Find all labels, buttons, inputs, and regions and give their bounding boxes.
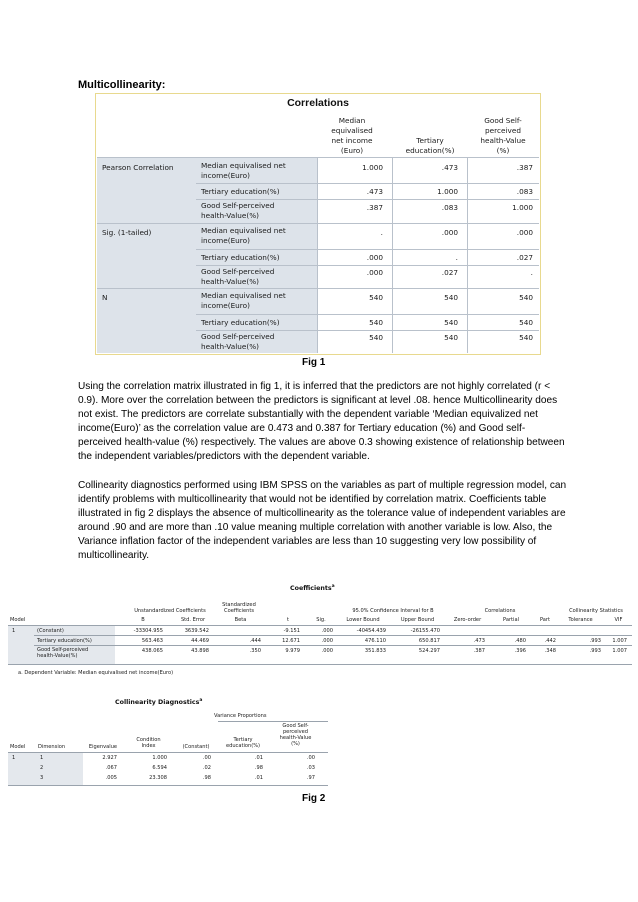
coll-cell: .00: [306, 755, 315, 761]
corr-cell: .027: [516, 253, 533, 262]
corr-row-label: [201, 161, 286, 181]
coef-col-upper: Upper Bound: [400, 617, 435, 623]
coef-cell: .442: [544, 638, 556, 644]
coef-row-label: [37, 647, 88, 659]
corr-line: [196, 314, 539, 315]
coll-cell: 23.308: [149, 775, 167, 781]
corr-col-header-income: [317, 116, 387, 156]
coef-cell: .348: [544, 648, 556, 654]
coef-line: [8, 664, 632, 665]
corr-cell: 540: [369, 293, 383, 302]
coef-cell: -40454.439: [356, 628, 386, 634]
corr-row-label-line: Good Self-perceived: [201, 201, 275, 210]
coefficients-table: [8, 598, 632, 670]
coef-col-part: Part: [539, 617, 551, 623]
coef-cell: 12.671: [282, 638, 300, 644]
coll-variance-header: Variance Proportions: [214, 713, 267, 719]
coef-cell: .387: [473, 648, 485, 654]
corr-cell: 540: [519, 318, 533, 327]
coef-group-line: Coefficients: [224, 608, 254, 614]
corr-line: [196, 249, 539, 250]
corr-row-label-line: health-Value(%): [201, 342, 259, 351]
coef-cell: .444: [249, 638, 261, 644]
coll-cell: .97: [306, 775, 315, 781]
correlations-title: Correlations: [287, 97, 349, 109]
corr-group-n: N: [102, 293, 108, 302]
coef-cell: -26155.470: [410, 628, 440, 634]
coll-cell: 1.000: [152, 755, 167, 761]
coef-group-standardized: [214, 602, 264, 614]
corr-row-label: [201, 226, 286, 246]
corr-cell: .473: [441, 163, 458, 172]
corr-row-label-line: health-Value(%): [201, 211, 259, 220]
corr-row-label-line: income(Euro): [201, 301, 250, 310]
coll-cell: .01: [254, 775, 263, 781]
corr-row-label: [201, 291, 286, 311]
coef-cell: 476.110: [364, 638, 386, 644]
coef-cell: .000: [321, 638, 333, 644]
corr-col-header-health: [468, 116, 538, 156]
coefficients-title-text: Coefficients: [290, 585, 332, 593]
coll-col-line: Tertiary: [233, 737, 253, 743]
coefficients-title: [290, 584, 335, 592]
coef-cell: 1.007: [612, 638, 627, 644]
corr-cell: .000: [366, 253, 383, 262]
coef-col-zero: Zero-order: [453, 617, 482, 623]
corr-col-line: education(%): [405, 146, 455, 155]
coef-cell: 9.979: [285, 648, 300, 654]
corr-cell: .387: [366, 203, 383, 212]
corr-cell: 1.000: [362, 163, 383, 172]
coll-dimension: 2: [40, 765, 44, 771]
paragraph-correlation: Using the correlation matrix illustrated in fig 1, it is inferred that the predictors are not highly correlated (r < 0.9). More over the correlation between the predictors is significant at level .08. hence Multicollinearity does not exist. The predictors are correlate substantially with the dependent variable ‘Median equivalized net income(Euro)’ as the correlation value are 0.473 and 0.387 for Tertiary education (%) and Good self-perceived health-value (%) respectively. The values are above 0.3 showing existence of relationship between the independent variables/predictors with the dependent variable.: [78, 381, 565, 463]
coef-row-label: (Constant): [37, 628, 64, 634]
coef-line: [34, 645, 632, 646]
corr-row-label-line: Median equivalised net: [201, 161, 286, 170]
coll-col-eigenvalue: Eigenvalue: [88, 744, 118, 750]
corr-row-label-line: income(Euro): [201, 171, 250, 180]
corr-line: [97, 223, 539, 224]
coll-col-line: perceived: [282, 729, 309, 735]
coef-cell: .350: [249, 648, 261, 654]
coll-col-line: Good Self-: [282, 723, 309, 729]
coef-row-label: Tertiary education(%): [37, 638, 92, 644]
collinearity-table: [8, 710, 338, 790]
corr-cell: .: [380, 228, 383, 237]
coef-cell: -9.151: [283, 628, 300, 634]
corr-cell: .387: [516, 163, 533, 172]
coef-cell: .000: [321, 628, 333, 634]
corr-line: [196, 199, 539, 200]
coll-col-dimension: Dimension: [38, 744, 66, 750]
coll-dimension: 1: [40, 755, 44, 761]
coefficients-superscript: a: [331, 584, 335, 589]
coll-line: [8, 752, 328, 753]
corr-col-line: Tertiary: [416, 136, 444, 145]
corr-cell: 1.000: [437, 187, 458, 196]
corr-col-line: (Euro): [340, 146, 364, 155]
coef-cell: 1.007: [612, 648, 627, 654]
coef-col-vif: VIF: [614, 617, 623, 623]
coll-col-line: education(%): [225, 743, 261, 749]
section-heading: Multicollinearity:: [78, 79, 166, 91]
coll-cell: 6.594: [152, 765, 167, 771]
coll-cell: .00: [202, 755, 211, 761]
coef-cell: .480: [514, 638, 526, 644]
coll-col-good: [273, 723, 318, 747]
fig2-caption: Fig 2: [302, 793, 326, 804]
coll-col-line: Condition: [136, 737, 161, 743]
coll-cell: .005: [105, 775, 117, 781]
corr-col-line: (%): [496, 146, 510, 155]
corr-cell: .027: [441, 268, 458, 277]
corr-row-label-line: income(Euro): [201, 236, 250, 245]
coef-col-b: B: [141, 617, 145, 623]
corr-row-label-line: Median equivalised net: [201, 226, 286, 235]
corr-row-label-line: Good Self-perceived: [201, 332, 275, 341]
corr-row-label-line: Median equivalised net: [201, 291, 286, 300]
corr-cell: 540: [444, 333, 458, 342]
corr-cell: 540: [519, 293, 533, 302]
coef-cell: 44.469: [191, 638, 209, 644]
corr-col-line: health-Value: [480, 136, 526, 145]
corr-row-label: [201, 201, 274, 221]
corr-row-label: [201, 267, 274, 287]
coef-col-beta: Beta: [234, 617, 247, 623]
coef-group-line: Standardized: [222, 602, 256, 608]
corr-col-header-tertiary: [395, 136, 465, 156]
coef-col-partial: Partial: [502, 617, 519, 623]
coll-col-line: health-Value: [279, 735, 312, 741]
coef-cell: 524.297: [418, 648, 440, 654]
coll-col-condition: [126, 737, 171, 749]
coef-line: [8, 625, 632, 626]
corr-cell: 540: [444, 293, 458, 302]
collinearity-title: [115, 698, 202, 706]
coef-cell: 563.463: [141, 638, 163, 644]
coll-cell: .98: [254, 765, 263, 771]
collinearity-superscript: a: [199, 698, 203, 703]
corr-group-sig: Sig. (1-tailed): [102, 228, 152, 237]
corr-cell: 540: [519, 333, 533, 342]
coll-col-line: Index: [141, 743, 156, 749]
corr-cell: 540: [444, 318, 458, 327]
coef-cell: -33304.955: [133, 628, 163, 634]
corr-row-label: Tertiary education(%): [201, 318, 280, 327]
coef-cell: .993: [589, 638, 601, 644]
corr-row-label: [201, 332, 274, 352]
coef-col-t: t: [287, 617, 289, 623]
correlations-table: [95, 93, 541, 355]
coef-col-lower: Lower Bound: [346, 617, 380, 623]
fig1-caption: Fig 1: [302, 357, 326, 368]
corr-line: [97, 288, 539, 289]
coef-cell: .993: [589, 648, 601, 654]
corr-col-line: net income: [331, 136, 373, 145]
coef-col-model: Model: [10, 617, 26, 623]
coll-cell: .03: [306, 765, 315, 771]
corr-col-line: Good Self-: [484, 116, 522, 125]
coll-cell: .98: [202, 775, 211, 781]
corr-line: [196, 265, 539, 266]
corr-cell: 540: [369, 333, 383, 342]
corr-col-line: perceived: [485, 126, 521, 135]
corr-row-label-line: Good Self-perceived: [201, 267, 275, 276]
coef-col-sig: Sig.: [316, 617, 326, 623]
corr-cell: .473: [366, 187, 383, 196]
coef-row-label-line: Good Self-perceived: [37, 647, 89, 653]
corr-cell: .083: [516, 187, 533, 196]
coef-col-stderr: Std. Error: [180, 617, 206, 623]
coll-model-number: 1: [12, 755, 16, 761]
coll-col-tertiary: [218, 737, 268, 749]
coll-col-line: (%): [291, 741, 300, 747]
coll-cell: 2.927: [102, 755, 117, 761]
coef-cell: 351.833: [364, 648, 386, 654]
coef-group-unstandardized: Unstandardized Coefficients: [134, 608, 206, 614]
coll-cell: .02: [202, 765, 211, 771]
corr-cell: .: [530, 268, 533, 277]
corr-cell: .: [455, 253, 458, 262]
coef-row-label-line: health-Value(%): [37, 653, 78, 659]
coef-cell: .000: [321, 648, 333, 654]
coef-group-correlations: Correlations: [484, 608, 516, 614]
corr-line: [97, 157, 539, 158]
coef-group-collinearity: Collinearity Statistics: [569, 608, 623, 614]
coef-col-tolerance: Tolerance: [568, 617, 593, 623]
coll-cell: .01: [254, 755, 263, 761]
coll-col-model: Model: [10, 744, 26, 750]
coef-cell: .396: [514, 648, 526, 654]
paragraph-collinearity: Collinearity diagnostics performed using IBM SPSS on the variables as part of multiple regression model, can identify problems with multicollinearity that would not be identified by correlation matrix. Coefficients table illustrated in fig 2 displays the absence of multicollinearity as the tolerance value of independent variables are around .90 and are more than .10 value meaning multiple correlation with another variable is low. Also, the Variance inflation factor of the independent variables are less than 10 suggesting very low possibility of multicollinearity.: [78, 480, 567, 562]
coll-line: [8, 785, 328, 786]
coef-group-ci: 95.0% Confidence Interval for B: [352, 608, 434, 614]
corr-cell: .000: [441, 228, 458, 237]
coll-col-constant: (Constant): [182, 744, 210, 750]
corr-col-line: equivalised: [331, 126, 373, 135]
coll-dimension: 3: [40, 775, 44, 781]
corr-row-label: Tertiary education(%): [201, 253, 280, 262]
coefficients-footnote: a. Dependent Variable: Median equivalised net income(Euro): [18, 670, 174, 676]
corr-cell: 1.000: [512, 203, 533, 212]
coef-cell: 650.817: [418, 638, 440, 644]
corr-group-pearson: Pearson Correlation: [102, 163, 174, 172]
corr-line: [196, 183, 539, 184]
corr-cell: .000: [516, 228, 533, 237]
coll-line: [218, 721, 328, 722]
corr-row-label: Tertiary education(%): [201, 187, 280, 196]
corr-cell: .083: [441, 203, 458, 212]
corr-line: [196, 330, 539, 331]
coef-cell: 438.065: [141, 648, 163, 654]
corr-row-label-line: health-Value(%): [201, 277, 259, 286]
corr-col-line: Median: [338, 116, 366, 125]
coef-model-number: 1: [12, 628, 16, 634]
coef-cell: .473: [473, 638, 485, 644]
corr-cell: .000: [366, 268, 383, 277]
coef-cell: 43.898: [191, 648, 209, 654]
coef-cell: 3639.542: [184, 628, 209, 634]
coef-line: [34, 635, 632, 636]
collinearity-title-text: Collinearity Diagnostics: [115, 699, 200, 707]
coll-label-shade: [8, 753, 83, 785]
coll-cell: .067: [105, 765, 117, 771]
corr-cell: 540: [369, 318, 383, 327]
